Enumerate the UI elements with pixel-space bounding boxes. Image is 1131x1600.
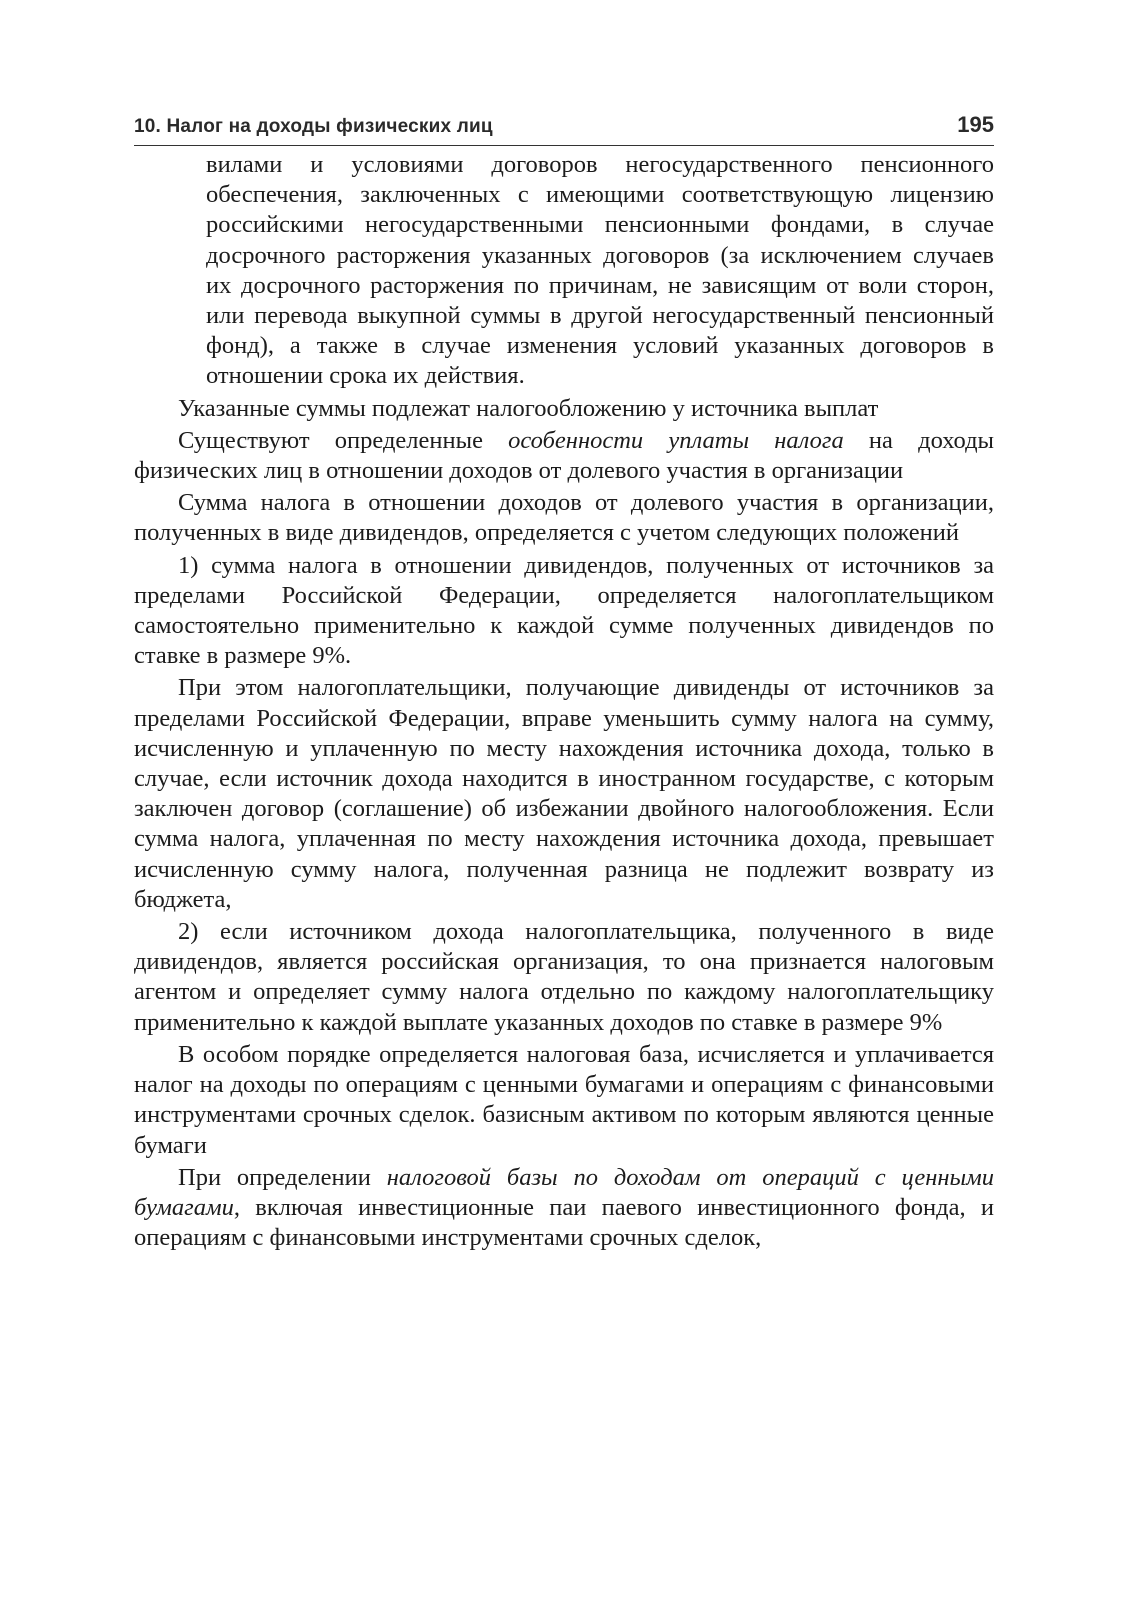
paragraph	[134, 1163, 994, 1254]
paragraph-text: , включая инвестиционные паи паевого инвестиционного фонда, и операциям с финансовыми инструментами срочных сделок,	[134, 1193, 994, 1252]
paragraph-text: на доходы физических лиц в отношении доходов от долевого участия в организации	[134, 426, 994, 485]
header-rule	[134, 145, 994, 146]
paragraph: Указанные суммы подлежат налогообложению у источника выплат	[178, 394, 879, 422]
emphasis-term: налоговой базы по доходам от операций с ценными бумагами	[134, 1163, 994, 1221]
page-number: 195	[957, 112, 994, 137]
chapter-title: 10. Налог на доходы физических лиц	[134, 116, 493, 137]
page-body	[134, 150, 994, 1253]
paragraph-text: При определении	[178, 1163, 387, 1191]
paragraph: Сумма налога в отношении доходов от долевого участия в организации, полученных в виде дивидендов, определяется с учетом следующих положений	[134, 489, 994, 547]
paragraph: При этом налогоплательщики, получающие дивиденды от источников за пределами Российской Федерации, вправе уменьшить сумму налога на сумму, исчисленную и уплаченную по месту нахождения источника дохода, только в случае, если источник дохода находится в иностранном государстве, с которым заключен договор (соглашение) об избежании двойного налогообложения. Если сумма налога, уплаченная по месту нахождения источника дохода, превышает исчисленную сумму налога, полученная разница не подлежит возврату из бюджета,	[134, 674, 994, 913]
paragraph	[134, 426, 994, 486]
paragraph-text: Существуют определенные	[178, 426, 509, 454]
emphasis-term: особенности уплаты налога	[508, 426, 844, 454]
paragraph: В особом порядке определяется налоговая база, исчисляется и уплачивается налог на доходы по операциям с ценными бумагами и операциям с финансовыми инструментами срочных сделок. базисным активом по которым являются ценные бумаги	[134, 1040, 994, 1159]
list-item-1: 1) сумма налога в отношении дивидендов, полученных от источников за пределами Российской Федерации, определяется налогоплательщиком самостоятельно применительно к каждой сумме полученных дивидендов по ставке в размере 9%.	[134, 551, 994, 670]
paragraph-continuation: вилами и условиями договоров негосударственного пенсионного обеспечения, заключенных с имеющими соответствующую лицензию российскими негосударственными пенсионными фондами, в случае досрочного расторжения указанных договоров (за исключением случаев их досрочного расторжения по причинам, не зависящим от воли сторон, или перевода выкупной суммы в другой негосударственный пенсионный фонд), а также в случае изменения условий указанных договоров в отношении срока их действия.	[206, 151, 994, 390]
list-item-2: 2) если источником дохода налогоплательщика, полученного в виде дивидендов, является российская организация, то она признается налоговым агентом и определяет сумму налога отдельно по каждому налогоплательщику применительно к каждой выплате указанных доходов по ставке в размере 9%	[134, 918, 994, 1036]
